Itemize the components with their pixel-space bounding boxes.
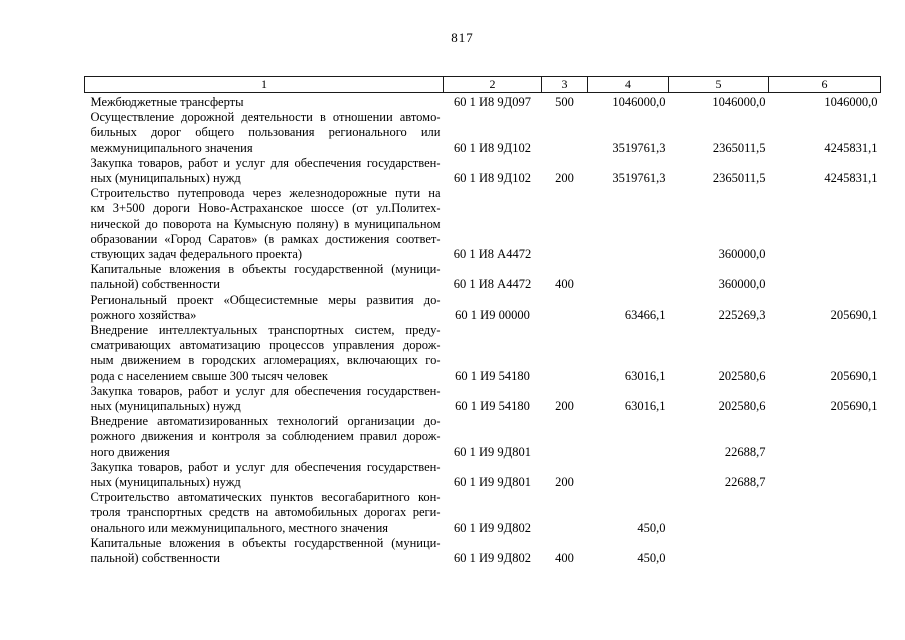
expense-name-cell [85,460,444,490]
header-row [85,77,881,93]
expense-name-line: ным движением в городских агломерациях, включающих го- [90,353,441,368]
amount-col6-cell: 4245831,1 [824,140,878,155]
expense-name-cell [85,186,444,262]
expense-name-line: Региональный проект «Общесистемные меры развития до- [90,292,441,307]
expense-type-code-cell [542,323,588,384]
amount-col4-cell: 1046000,0 [612,95,666,109]
table-row [85,536,881,566]
expense-type-code-cell [542,110,588,156]
amount-col6-cell: 205690,1 [830,368,878,383]
expense-name-line: ных (муниципальных) нужд [90,399,241,414]
amount-col6-cell [769,262,881,292]
expense-name-cell [85,536,444,566]
expense-type-code-cell: 400 [555,551,574,566]
amount-col5-cell: 22688,7 [724,444,766,459]
budget-table [84,76,881,566]
table-row [85,156,881,186]
expense-name-cell [85,293,444,323]
table-row [85,262,881,292]
expense-name-line: Капитальные вложения в объекты государственной (муници- [90,262,441,277]
amount-col6-cell [769,460,881,490]
expense-name-line: межмуниципального значения [90,140,253,155]
expense-name-line: рожного хозяйства» [90,307,197,322]
amount-col5-cell: 225269,3 [718,307,766,322]
expense-name-cell [85,156,444,186]
amount-col4-cell: 63466,1 [624,307,666,322]
expense-name-cell [85,384,444,414]
amount-col6-cell: 205690,1 [830,307,878,322]
header-col-4: 4 [588,77,669,93]
amount-col4-cell [588,186,669,262]
amount-col5-cell [669,490,769,536]
classification-code-cell: 60 1 И8 9Д097 [454,95,531,109]
expense-name-line: нической до поворота на Кумысную поляну) в муниципальном [90,216,441,231]
amount-col4-cell: 450,0 [637,551,666,566]
amount-col6-cell [769,536,881,566]
expense-type-code-cell [542,414,588,460]
page-number: 817 [451,30,474,45]
classification-code-cell: 60 1 И8 А4472 [453,277,532,292]
amount-col4-cell [588,460,669,490]
amount-col5-cell: 202580,6 [718,399,766,414]
expense-name-cell [85,93,444,111]
classification-code-cell: 60 1 И9 9Д802 [454,551,531,566]
classification-code-cell: 60 1 И8 9Д102 [454,140,531,155]
expense-name-line: образовании «Город Саратов» (в рамках достижения соответ- [90,231,441,246]
amount-col5-cell: 360000,0 [718,277,766,292]
amount-col6-cell: 1046000,0 [824,95,878,109]
expense-name-line: Строительство автоматических пунктов весогабаритного кон- [90,490,441,505]
expense-name-line: онального или межмуниципального, местного значения [90,520,389,535]
amount-col4-cell [588,414,669,460]
header-col-5: 5 [669,77,769,93]
expense-type-code-cell: 200 [555,399,574,414]
expense-name-line: Закупка товаров, работ и услуг для обеспечения государствен- [90,459,441,474]
header-col-6: 6 [769,77,881,93]
expense-name-line: Внедрение интеллектуальных транспортных систем, преду- [90,323,441,338]
expense-name-line: ствующих задач федерального проекта) [90,247,303,262]
expense-type-code-cell [542,186,588,262]
amount-col6-cell [769,490,881,536]
expense-name-line: ного движения [90,444,170,459]
expense-type-code-cell: 500 [555,95,574,109]
amount-col5-cell: 2365011,5 [712,140,766,155]
expense-name-line: пальной) собственности [90,277,220,292]
amount-col5-cell: 202580,6 [718,368,766,383]
header-col-1: 1 [85,77,444,93]
table-row [85,323,881,384]
expense-type-code-cell [542,293,588,323]
expense-name-cell [85,414,444,460]
expense-type-code-cell: 400 [555,277,574,292]
expense-name-cell [85,490,444,536]
table-row [85,384,881,414]
amount-col4-cell: 3519761,3 [612,140,666,155]
classification-code-cell: 60 1 И8 9Д102 [454,171,531,186]
expense-name-line: Осуществление дорожной деятельности в отношении автомо- [90,110,441,125]
expense-name-line: бильных дорог общего пользования регионального или [90,125,441,140]
expense-name-line: ных (муниципальных) нужд [90,475,241,490]
expense-type-code-cell [542,490,588,536]
table-row [85,186,881,262]
amount-col6-cell [769,414,881,460]
table-row [85,414,881,460]
table-row [85,110,881,156]
budget-table-header [85,77,881,93]
table-row [85,293,881,323]
table-row [85,490,881,536]
expense-type-code-cell: 200 [555,475,574,490]
header-col-3: 3 [542,77,588,93]
expense-name-cell [85,262,444,292]
amount-col5-cell: 22688,7 [724,475,766,490]
expense-name-line: сматривающих автоматизацию процессов управления дорож- [90,338,441,353]
expense-name-line: Капитальные вложения в объекты государственной (муници- [90,535,441,550]
expense-name-line: Закупка товаров, работ и услуг для обеспечения государствен- [90,155,441,170]
expense-name-line: рода с населением свыше 300 тысяч человек [90,368,328,383]
expense-name-line: Межбюджетные трансферты [90,95,244,109]
classification-code-cell: 60 1 И9 54180 [455,399,530,414]
expense-name-line: рожного движения и контроля за соблюдением правил дорож- [90,429,441,444]
amount-col4-cell: 450,0 [637,520,666,535]
amount-col5-cell [669,536,769,566]
amount-col6-cell: 205690,1 [830,399,878,414]
amount-col4-cell: 3519761,3 [612,171,666,186]
expense-name-line: Внедрение автоматизированных технологий организации до- [90,414,441,429]
amount-col5-cell: 2365011,5 [712,171,766,186]
expense-name-line: ных (муниципальных) нужд [90,171,241,186]
expense-name-line: Закупка товаров, работ и услуг для обеспечения государствен- [90,383,441,398]
budget-table-body [85,93,881,567]
table-row [85,460,881,490]
classification-code-cell: 60 1 И9 54180 [455,368,530,383]
expense-name-cell [85,110,444,156]
amount-col6-cell [769,186,881,262]
classification-code-cell: 60 1 И9 9Д801 [454,475,531,490]
amount-col4-cell: 63016,1 [624,368,666,383]
classification-code-cell: 60 1 И8 А4472 [453,247,532,262]
amount-col6-cell: 4245831,1 [824,171,878,186]
classification-code-cell: 60 1 И9 9Д801 [454,444,531,459]
amount-col5-cell: 1046000,0 [712,95,766,109]
expense-name-line: км 3+500 дороги Ново-Астраханское шоссе (от ул.Политех- [90,201,441,216]
expense-name-line: пальной) собственности [90,551,220,566]
expense-name-cell [85,323,444,384]
header-col-2: 2 [444,77,542,93]
expense-name-line: Строительство путепровода через железнодорожные пути на [90,186,441,201]
amount-col5-cell: 360000,0 [718,247,766,262]
amount-col4-cell [588,262,669,292]
expense-name-line: троля транспортных средств на автомобильных дорогах реги- [90,505,441,520]
classification-code-cell: 60 1 И9 9Д802 [454,520,531,535]
expense-type-code-cell: 200 [555,171,574,186]
classification-code-cell: 60 1 И9 00000 [455,307,530,322]
table-row [85,93,881,111]
amount-col4-cell: 63016,1 [624,399,666,414]
